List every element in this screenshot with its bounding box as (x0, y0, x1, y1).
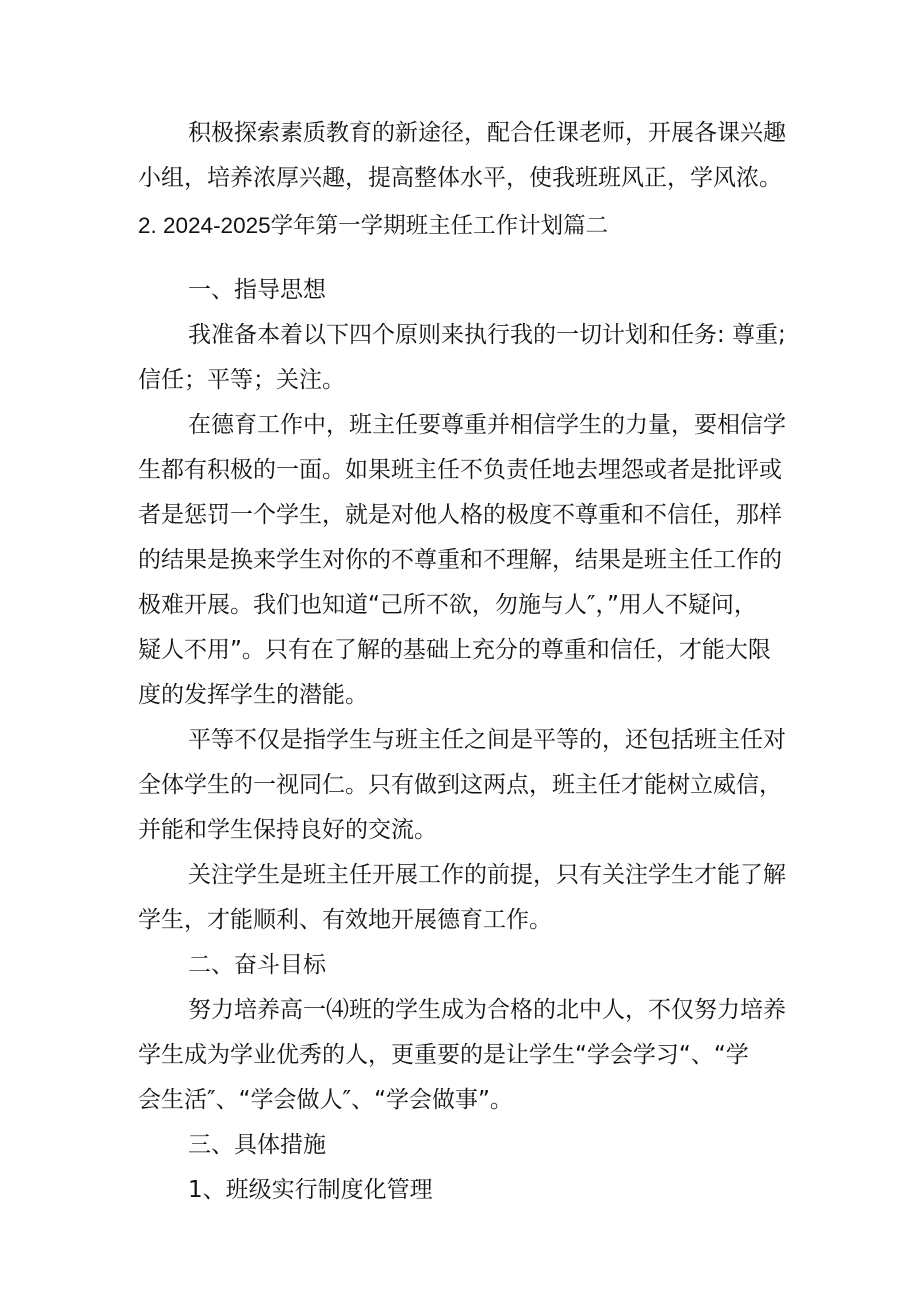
paragraph-line: 疑人不用”。只有在了解的基础上充分的尊重和信任，才能大限 (138, 637, 771, 663)
subheading: 三、具体措施 (188, 1132, 326, 1158)
paragraph-line: 度的发挥学生的潜能。 (138, 682, 368, 708)
paragraph-line: 努力培养高一⑷班的学生成为合格的北中人，不仅努力培养 (188, 997, 786, 1023)
paragraph-line: 信任；平等；关注。 (138, 367, 345, 393)
paragraph-line: 我准备本着以下四个原则来执行我的一切计划和任务: 尊重; (188, 322, 786, 348)
paragraph-line: 学生，才能顺利、有效地开展德育工作。 (138, 907, 552, 933)
paragraph-line: 极难开展。我们也知道“己所不欲，勿施与人″，”用人不疑问， (138, 592, 757, 618)
paragraph-line: 全体学生的一视同仁。只有做到这两点，班主任才能树立威信， (138, 772, 782, 798)
paragraph-line: 生都有积极的一面。如果班主任不负责任地去埋怨或者是批评或 (138, 457, 782, 483)
paragraph-line: 平等不仅是指学生与班主任之间是平等的，还包括班主任对 (188, 727, 786, 753)
subheading: 一、指导思想 (188, 277, 326, 303)
paragraph-line: 积极探索素质教育的新途径，配合任课老师，开展各课兴趣 (188, 120, 786, 146)
subheading: 1、班级实行制度化管理 (188, 1177, 433, 1203)
paragraph-line: 小组，培养浓厚兴趣，提高整体水平，使我班班风正，学风浓。 (138, 165, 782, 191)
paragraph-line: 并能和学生保持良好的交流。 (138, 817, 437, 843)
paragraph-line: 会生活″、“学会做人″、“学会做事”。 (138, 1087, 513, 1113)
paragraph-line: 关注学生是班主任开展工作的前提，只有关注学生才能了解 (188, 862, 786, 888)
subheading: 二、奋斗目标 (188, 952, 326, 978)
section-heading: 2. 2024-2025学年第一学期班主任工作计划篇二 (138, 213, 609, 238)
paragraph-line: 学生成为学业优秀的人，更重要的是让学生“学会学习“、“学 (138, 1042, 749, 1068)
paragraph-line: 在德育工作中，班主任要尊重并相信学生的力量，要相信学 (188, 412, 786, 438)
paragraph-line: 者是惩罚一个学生，就是对他人格的极度不尊重和不信任，那样 (138, 502, 782, 528)
paragraph-line: 的结果是换来学生对你的不尊重和不理解，结果是班主任工作的 (138, 547, 782, 573)
